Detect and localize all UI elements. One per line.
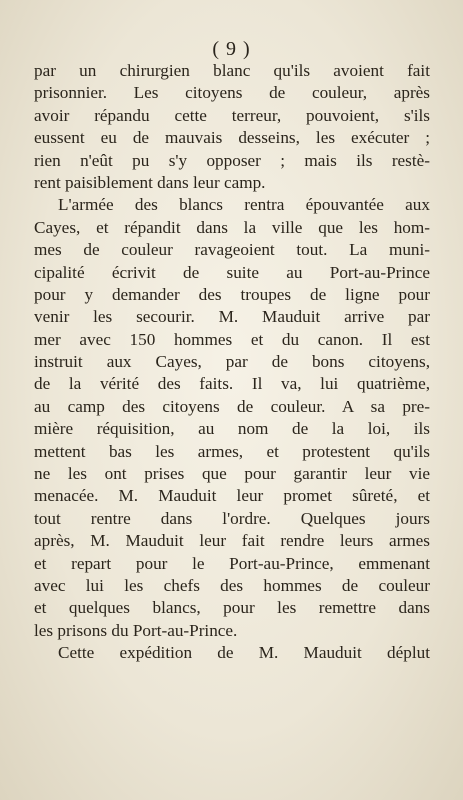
- text-line: avoir répandu cette terreur, pouvoient, s'ils: [34, 105, 430, 125]
- text-line: mettent bas les armes, et protestent qu'ils: [34, 441, 430, 461]
- text-line: après, M. Mauduit leur fait rendre leurs armes: [34, 531, 430, 551]
- text-line: de la vérité des faits. Il va, lui quatrième,: [34, 374, 430, 394]
- text-line: Cayes, et répandit dans la ville que les hom-: [34, 217, 430, 237]
- text-line: menacée. M. Mauduit leur promet sûreté, et: [34, 486, 430, 506]
- text-line: ne les ont prises que pour garantir leur vie: [34, 464, 430, 484]
- page-number: ( 9 ): [212, 38, 251, 60]
- text-line: Cette expédition de M. Mauduit déplut: [58, 643, 430, 663]
- text-line: par un chirurgien blanc qu'ils avoient fait: [34, 61, 430, 80]
- text-line: rien n'eût pu s'y opposer ; mais ils restè-: [34, 150, 430, 170]
- text-line: tout rentre dans l'ordre. Quelques jours: [34, 508, 430, 528]
- text-line: au camp des citoyens de couleur. A sa pre-: [34, 396, 430, 416]
- text-line: venir les secourir. M. Mauduit arrive par: [34, 307, 430, 327]
- text-line: et repart pour le Port-au-Prince, emmenant: [34, 553, 430, 573]
- text-line: cipalité écrivit de suite au Port-au-Prince: [34, 262, 430, 282]
- text-line: instruit aux Cayes, par de bons citoyens,: [34, 352, 430, 372]
- text-line: mes de couleur ravageoient tout. La muni-: [34, 240, 430, 260]
- text-line: rent paisiblement dans leur camp.: [34, 172, 266, 192]
- text-line: eussent eu de mauvais desseins, les exécuter ;: [34, 128, 430, 148]
- text-line: avec lui les chefs des hommes de couleur: [34, 575, 430, 595]
- text-line: et quelques blancs, pour les remettre dans: [34, 598, 430, 618]
- text-line: mer avec 150 hommes et du canon. Il est: [34, 329, 430, 349]
- text-line: prisonnier. Les citoyens de couleur, après: [34, 83, 430, 103]
- body-text: [34, 60, 430, 665]
- text-line: L'armée des blancs rentra épouvantée aux: [58, 195, 430, 215]
- text-line: pour y demander des troupes de ligne pour: [34, 284, 430, 304]
- text-line: mière réquisition, au nom de la loi, ils: [34, 419, 430, 439]
- text-line: les prisons du Port-au-Prince.: [34, 620, 238, 640]
